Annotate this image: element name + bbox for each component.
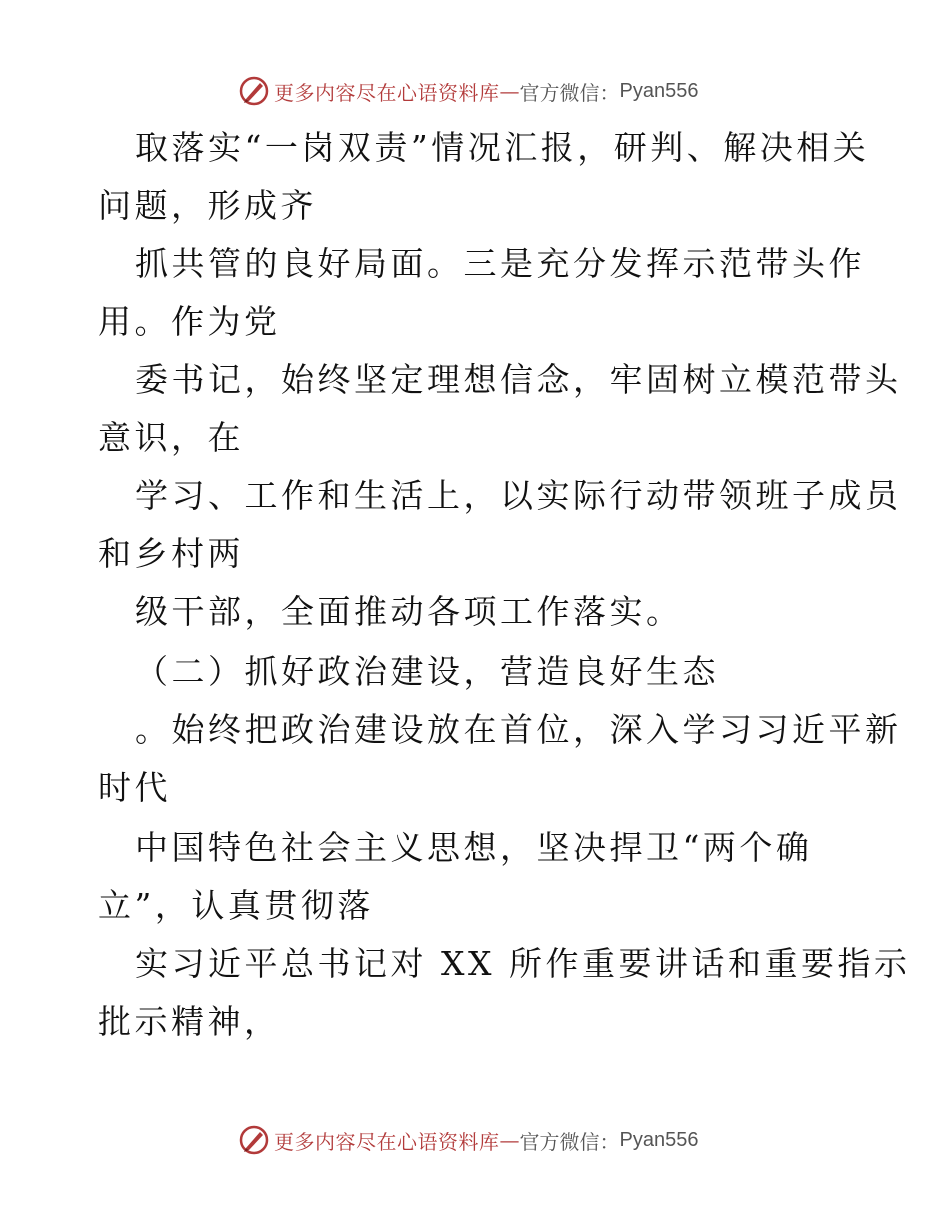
body-line: 。始终把政治建设放在首位，深入学习习近平新 [135, 710, 902, 749]
body-line: 意识，在 [98, 418, 244, 457]
section-heading: （二）抓好政治建设，营造良好生态 [135, 652, 719, 691]
header-watermark [238, 74, 698, 108]
body-line: 取落实“一岗双责”情况汇报，研判、解决相关 [135, 128, 870, 167]
watermark-brand: 更多内容尽在心语资料库 [274, 1129, 500, 1154]
body-line: 抓共管的良好局面。三是充分发挥示范带头作 [135, 244, 865, 283]
body-line: 中国特色社会主义思想，坚决捍卫“两个确 [135, 828, 813, 867]
body-line: 实习近平总书记对 XX 所作重要讲话和重要指示 [135, 944, 911, 983]
body-line: 用。作为党 [98, 302, 281, 341]
footer-watermark [238, 1123, 698, 1157]
body-line: 时代 [98, 768, 171, 807]
body-line: 和乡村两 [98, 534, 244, 573]
quill-logo-icon [238, 1124, 270, 1156]
body-line: 批示精神， [98, 1002, 281, 1041]
watermark-dash: — [499, 79, 520, 103]
body-line: 学习、工作和生活上，以实际行动带领班子成员 [135, 476, 902, 515]
body-line: 立”，认真贯彻落 [98, 886, 374, 925]
quill-logo-icon [238, 75, 270, 107]
body-line: 级干部，全面推动各项工作落实。 [135, 592, 683, 631]
body-line: 委书记，始终坚定理想信念，牢固树立模范带头 [135, 360, 902, 399]
watermark-id: Pyan556 [619, 1128, 699, 1151]
body-line: 问题，形成齐 [98, 186, 317, 225]
watermark-brand: 更多内容尽在心语资料库 [274, 80, 500, 105]
watermark-dash: — [499, 1128, 520, 1152]
watermark-id: Pyan556 [619, 79, 699, 102]
watermark-label: 官方微信： [519, 80, 620, 105]
watermark-label: 官方微信： [519, 1129, 620, 1154]
